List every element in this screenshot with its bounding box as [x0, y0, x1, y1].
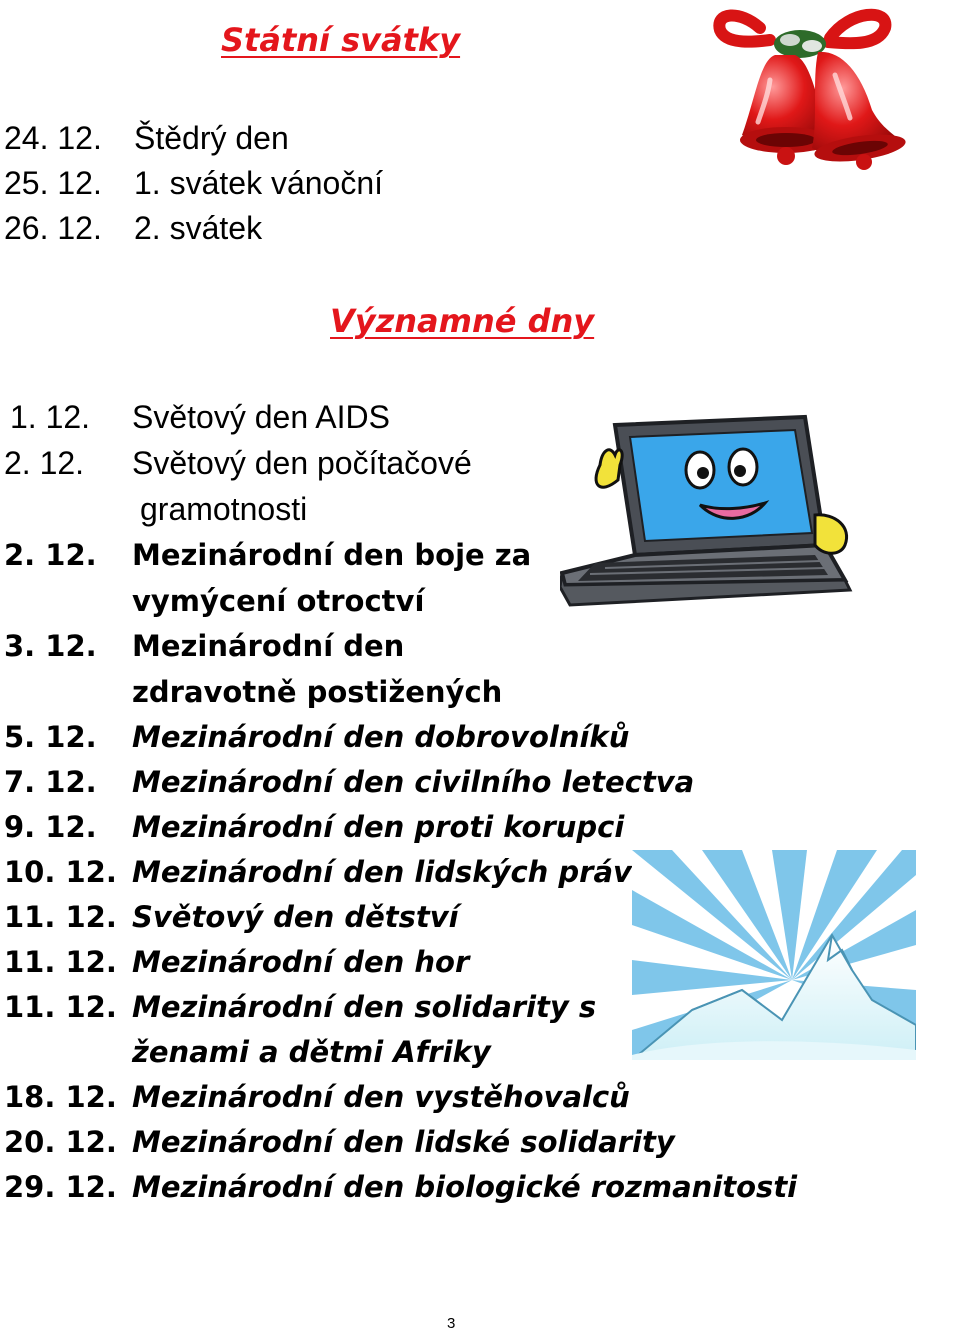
- day-date: 9. 12.: [4, 810, 97, 844]
- day-date: 29. 12.: [4, 1170, 117, 1204]
- day-name: Světový den dětství: [132, 900, 459, 934]
- day-date: 20. 12.: [4, 1125, 117, 1159]
- heading-state-holidays: Státní svátky: [221, 21, 461, 59]
- day-date: 18. 12.: [4, 1080, 117, 1114]
- day-name: Mezinárodní den civilního letectva: [132, 765, 695, 799]
- day-name: Mezinárodní den biologické rozmanitosti: [132, 1170, 798, 1204]
- christmas-bells-image: [700, 0, 950, 180]
- day-name: Mezinárodní den lidské solidarity: [132, 1125, 675, 1159]
- day-date: 2. 12.: [4, 538, 97, 572]
- day-name: Mezinárodní den lidských práv: [132, 855, 632, 889]
- day-continuation: zdravotně postižených: [132, 675, 503, 709]
- day-name: Mezinárodní den vystěhovalců: [132, 1080, 630, 1114]
- day-name: Mezinárodní den hor: [132, 945, 470, 979]
- day-name: Mezinárodní den proti korupci: [132, 810, 625, 844]
- holiday-date: 25. 12.: [4, 165, 102, 201]
- heading-significant-days: Významné dny: [330, 302, 595, 340]
- day-date: 11. 12.: [4, 945, 117, 979]
- day-name: Mezinárodní den: [132, 629, 405, 663]
- laptop-cartoon-image: [560, 405, 855, 635]
- day-date: 7. 12.: [4, 765, 97, 799]
- day-name: Mezinárodní den dobrovolníků: [132, 720, 630, 754]
- day-date: 3. 12.: [4, 629, 97, 663]
- day-date: 11. 12.: [4, 990, 117, 1024]
- day-continuation: ženami a dětmi Afriky: [132, 1035, 491, 1069]
- day-name: Světový den počítačové: [132, 445, 472, 481]
- day-name: Světový den AIDS: [132, 399, 390, 435]
- holiday-date: 24. 12.: [4, 120, 102, 156]
- day-date: 1. 12.: [10, 399, 91, 435]
- day-date: 11. 12.: [4, 900, 117, 934]
- day-name: Mezinárodní den solidarity s: [132, 990, 597, 1024]
- holiday-date: 26. 12.: [4, 210, 102, 246]
- holiday-name: 1. svátek vánoční: [134, 165, 384, 201]
- holiday-name: Štědrý den: [134, 120, 289, 156]
- day-continuation: vymýcení otroctví: [132, 584, 425, 618]
- page-number: 3: [447, 1315, 456, 1332]
- day-date: 10. 12.: [4, 855, 117, 889]
- holiday-name: 2. svátek: [134, 210, 263, 246]
- day-name-cont: gramotnosti: [140, 491, 308, 527]
- mountains-sunburst-image: [632, 850, 916, 1060]
- day-date: 2. 12.: [4, 445, 85, 481]
- day-date: 5. 12.: [4, 720, 97, 754]
- day-name: Mezinárodní den boje za: [132, 538, 532, 572]
